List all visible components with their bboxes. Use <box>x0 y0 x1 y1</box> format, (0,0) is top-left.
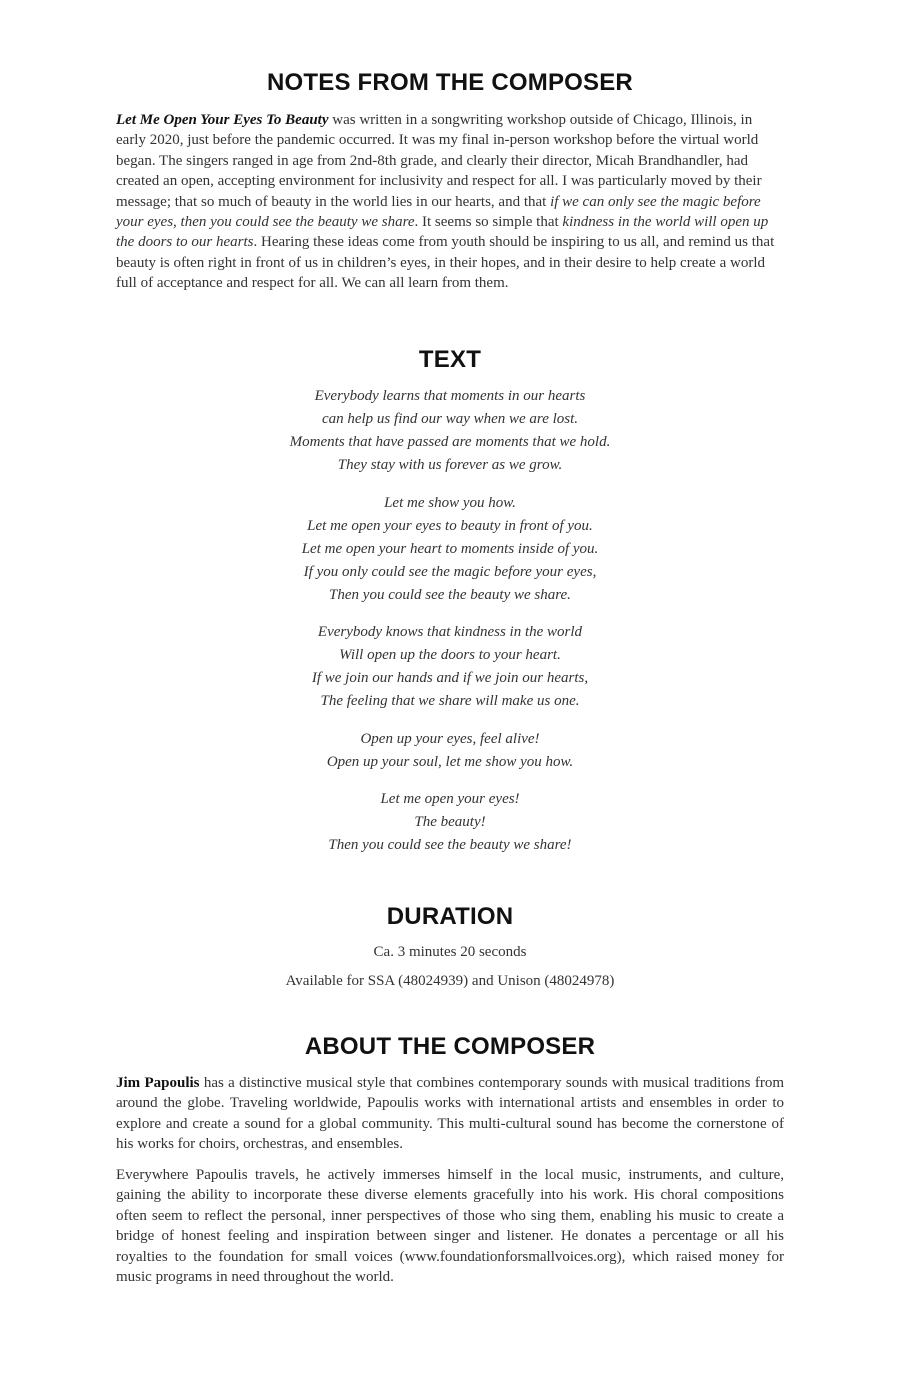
about-para1-text: has a distinctive musical style that combines contemporary sounds with musical traditions from around the globe. Traveling worldwide, Papoulis works with international artists and ensembles in order to explore and create a sound for a global community. This multi-cultural sound has become the cornerstone of his works for choirs, orchestras, and ensembles. <box>116 1075 784 1153</box>
lyric-line: Let me open your heart to moments inside of you. <box>301 540 599 557</box>
notes-text-2: . It seems so simple that <box>414 214 563 231</box>
composer-name: Jim Papoulis <box>116 1075 200 1091</box>
lyric-stanza <box>0 492 900 607</box>
lyric-line: Then you could see the beauty we share! <box>328 837 572 853</box>
lyric-line: can help us find our way when we are lost. <box>321 411 579 427</box>
about-paragraph-2: Everywhere Papoulis travels, he actively immerses himself in the local music, instruments, and culture, gaining the ability to incorporate these diverse elements gracefully into his work. His choral compositions often seem to reflect the personal, inner perspectives of those who sing them, enabling his music to create a bridge of honest feeling and inspiration between singer and listener. He donates a percentage or all his royalties to the foundation for small voices (www.foundationforsmallvoices.org), which raised money for music programs in need throughout the world. <box>116 1167 784 1286</box>
song-title: Let Me Open Your Eyes To Beauty <box>116 112 329 128</box>
lyric-stanza <box>0 788 900 857</box>
lyric-line: Everybody knows that kindness in the world <box>317 624 583 640</box>
lyric-line: Moments that have passed are moments that we hold. <box>289 434 611 450</box>
notes-italic-1: if we can only see the magic before your eyes, then you could see the beauty we share <box>116 193 761 231</box>
duration-time: Ca. 3 minutes 20 seconds <box>373 944 527 960</box>
notes-heading: NOTES FROM THE COMPOSER <box>267 69 633 96</box>
lyric-line: If we join our hands and if we join our hearts, <box>311 670 589 686</box>
lyrics-block <box>0 385 900 872</box>
lyric-line: Then you could see the beauty we share. <box>329 586 571 603</box>
text-heading: TEXT <box>418 346 482 373</box>
lyric-line: Let me open your eyes! <box>380 791 520 807</box>
lyric-line: Open up your soul, let me show you how. <box>326 753 574 770</box>
duration-availability: Available for SSA (48024939) and Unison (48024978) <box>285 973 615 989</box>
lyric-stanza <box>0 385 900 477</box>
notes-text-3: . Hearing these ideas come from youth should be inspiring to us all, and remind us that beauty is often right in front of us in children’s eyes, in their hopes, and in their desire to help create a world full of acceptance and respect for all. We can all learn from them. <box>116 234 775 292</box>
duration-heading: DURATION <box>386 903 514 930</box>
lyric-line: Everybody learns that moments in our hearts <box>314 388 586 404</box>
lyric-line: Will open up the doors to your heart. <box>339 647 561 663</box>
notes-paragraph <box>116 110 784 294</box>
lyric-line: If you only could see the magic before your eyes, <box>303 563 597 580</box>
lyric-stanza <box>0 621 900 713</box>
notes-text-1: was written in a songwriting workshop outside of Chicago, Illinois, in early 2020, just before the pandemic occurred. It was my final in-person workshop before the virtual world began. The singers ranged in age from 2nd-8th grade, and clearly their director, Micah Brandhandler, had created an open, accepting environment for inclusivity and respect for all. I was particularly moved by their message; that so much of beauty in the world lies in our hearts, and that <box>116 112 762 210</box>
lyric-line: The feeling that we share will make us one. <box>320 693 580 709</box>
lyric-line: Let me open your eyes to beauty in front of you. <box>307 517 593 534</box>
notes-italic-2: kindness in the world will open up the doors to our hearts <box>116 214 769 251</box>
about-paragraph-1 <box>116 1073 784 1155</box>
lyric-line: The beauty! <box>414 814 486 830</box>
about-heading: ABOUT THE COMPOSER <box>304 1033 596 1060</box>
lyric-stanza <box>0 728 900 774</box>
lyric-line: Open up your eyes, feel alive! <box>360 730 540 747</box>
lyric-line: They stay with us forever as we grow. <box>337 457 563 473</box>
lyric-line: Let me show you how. <box>384 494 516 511</box>
